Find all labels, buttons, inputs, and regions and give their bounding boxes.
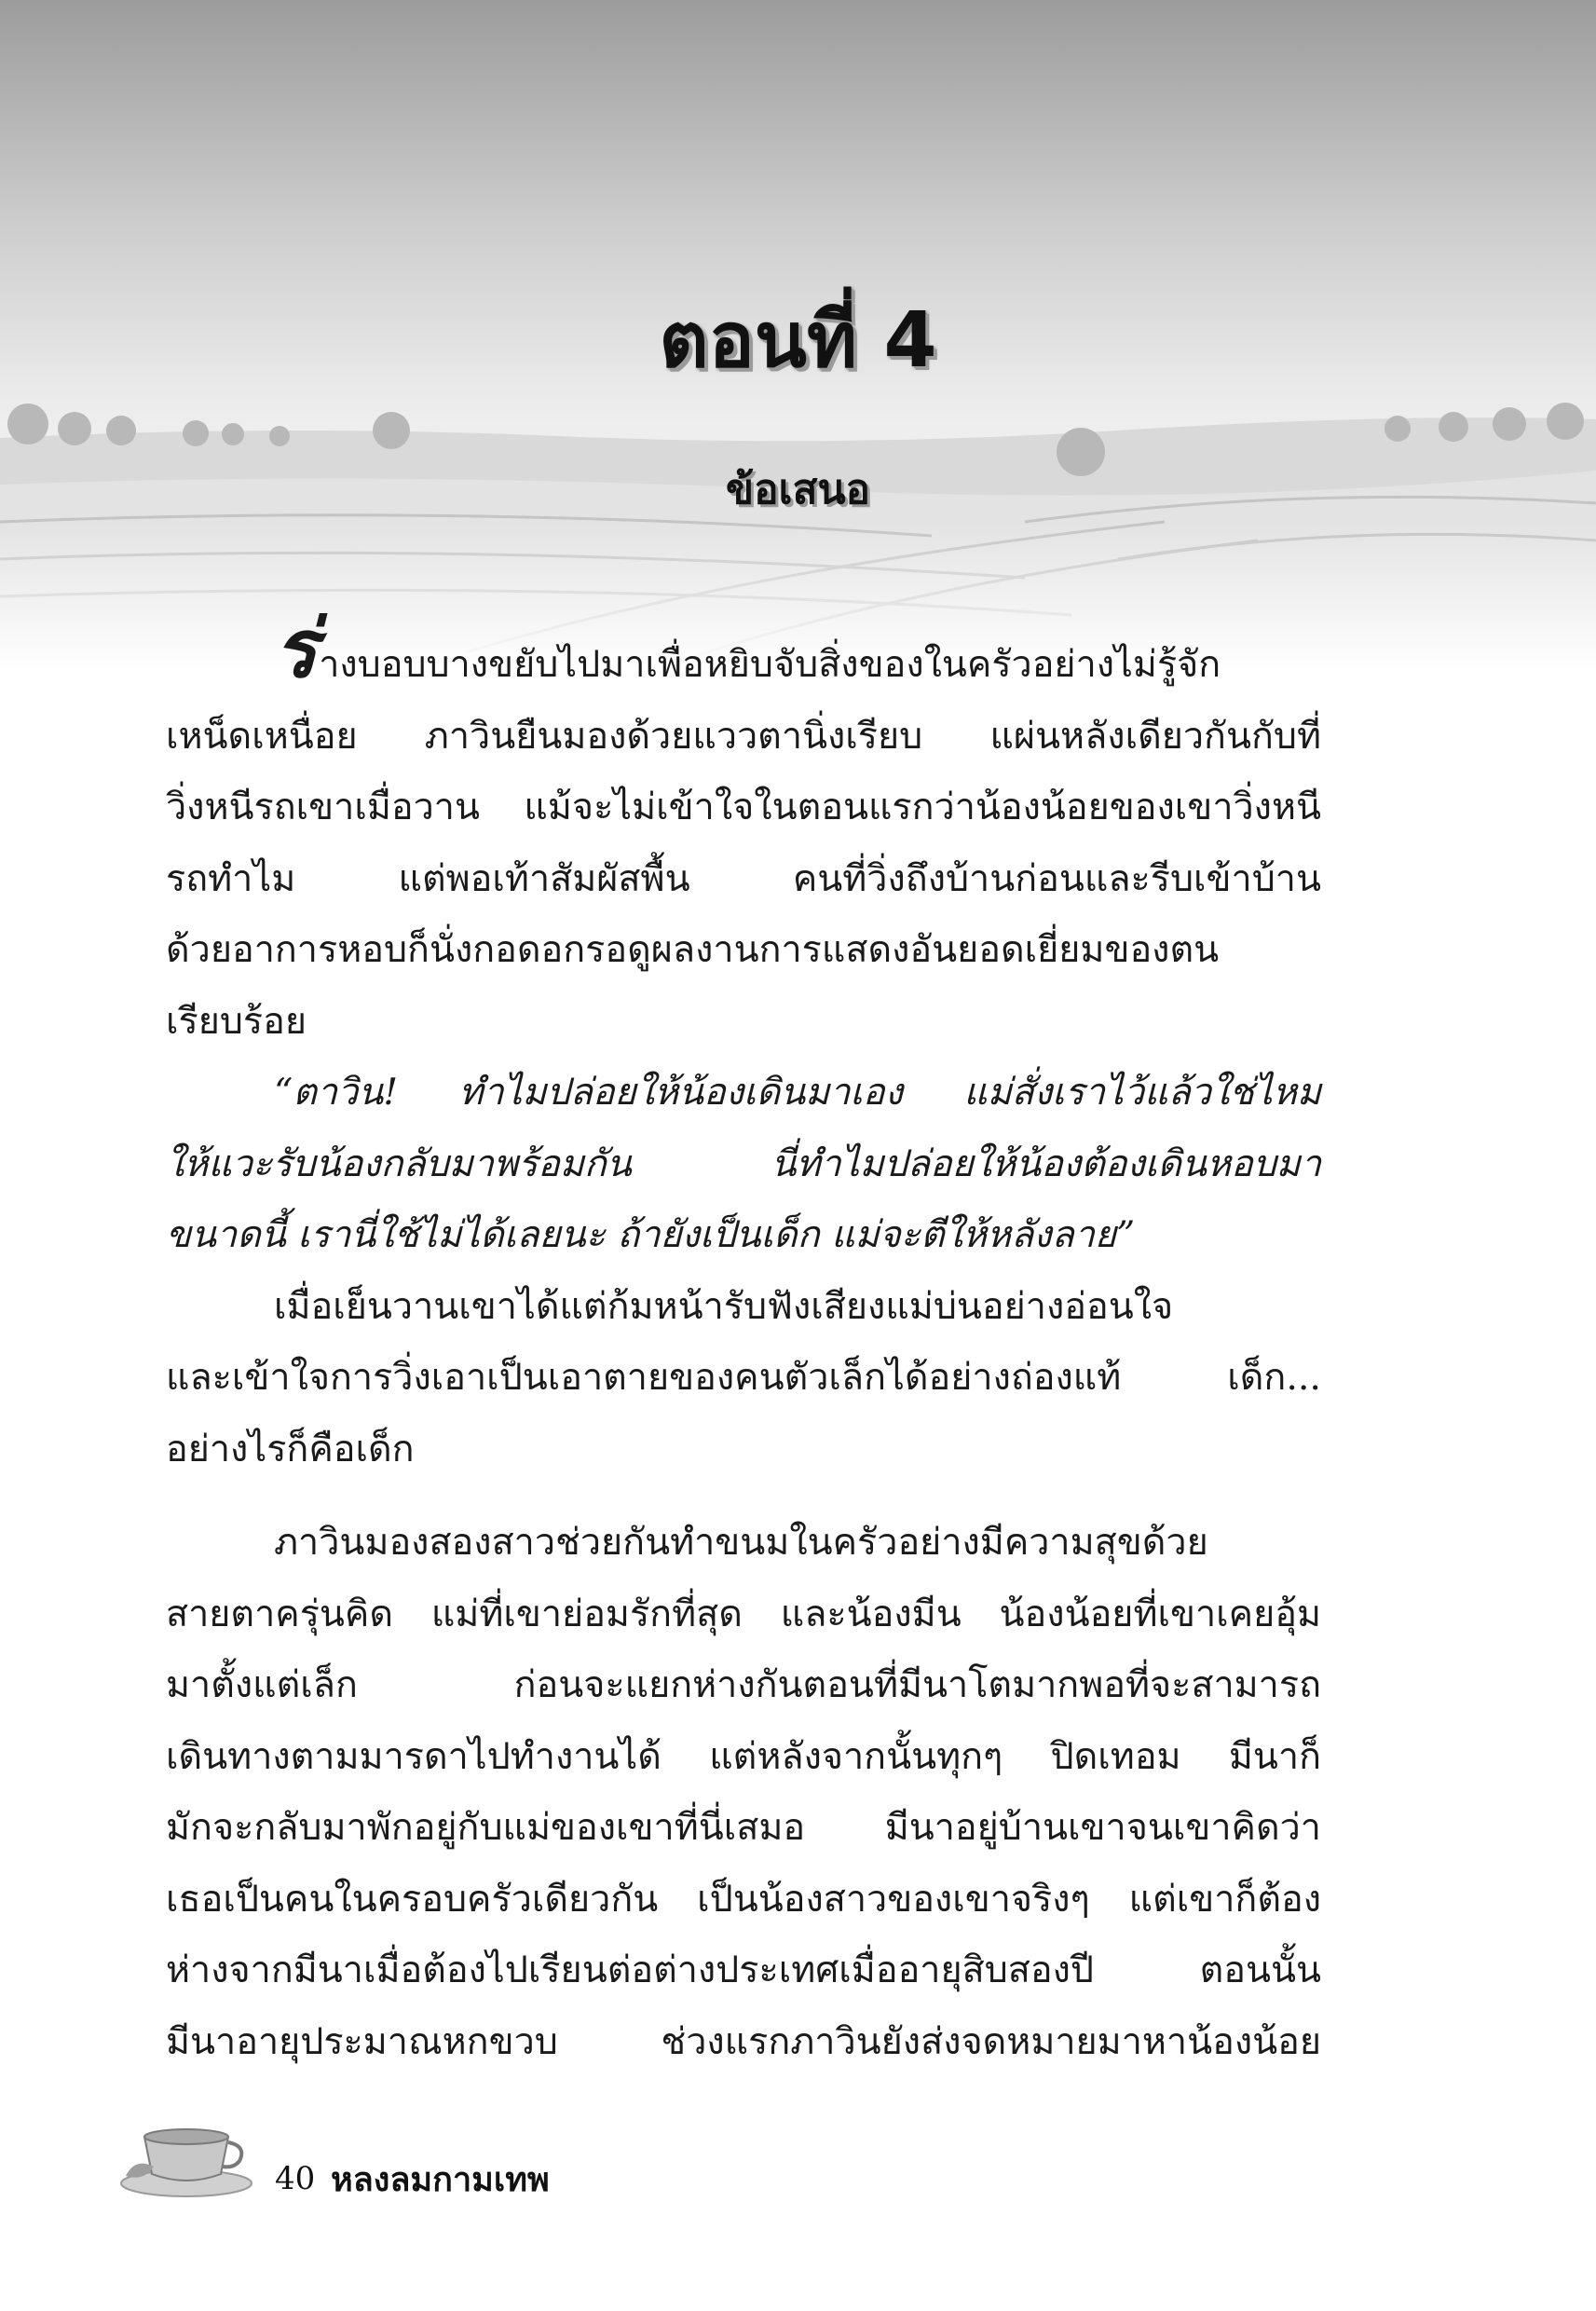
text-line: วิ่งหนีรถเขาเมื่อวาน แม้จะไม่เข้าใจในตอนแรกว่าน้องน้อยของเขาวิ่งหนี [166,786,1321,828]
chapter-subtitle: ข้อเสนอ [726,466,870,513]
chapter-title: ตอนที่ 4 [659,296,937,385]
book-title: หลงลมกามเทพ [331,2161,550,2199]
text-line: เดินทางตามมารดาไปทำงานได้ แต่หลังจากนั้นทุกๆ ปิดเทอม มีนาก็ [166,1734,1321,1778]
text-line: ร่างบอบบางขยับไปมาเพื่อหยิบจับสิ่งของในครัวอย่างไม่รู้จัก [274,603,1221,696]
text-line: ภาวินมองสองสาวช่วยกันทำขนมในครัวอย่างมีความสุขด้วย [274,1521,1208,1564]
text-line: ขนาดนี้ เรานี่ใช้ไม่ได้เลยนะ ถ้ายังเป็นเด็ก แม่จะตีให้หลังลาย” [166,1213,1136,1256]
text-line: เมื่อเย็นวานเขาได้แต่ก้มหน้ารับฟังเสียงแม่บ่นอย่างอ่อนใจ [274,1284,1174,1328]
drop-cap: ร่ [274,603,318,696]
text-line: มาตั้งแต่เล็ก ก่อนจะแยกห่างกันตอนที่มีนาโตมากพอที่จะสามารถ [166,1663,1321,1706]
text-line: เหน็ดเหนื่อย ภาวินยืนมองด้วยแววตานิ่งเรียบ แผ่นหลังเดียวกันกับที่ [166,714,1321,758]
paragraph [166,603,1321,1057]
text-line: มีนาอายุประมาณหกขวบ ช่วงแรกภาวินยังส่งจดหมายมาหาน้องน้อย [166,2019,1321,2063]
text-line: สายตาครุ่นคิด แม่ที่เขาย่อมรักที่สุด และน้องมีน น้องน้อยที่เขาเคยอุ้ม [166,1592,1321,1635]
body-text [166,603,1321,2077]
text-line: ห่างจากมีนาเมื่อต้องไปเรียนต่อต่างประเทศเมื่ออายุสิบสองปี ตอนนั้น [166,1949,1321,1991]
text-line: มักจะกลับมาพักอยู่กับแม่ของเขาที่นี่เสมอ มีนาอยู่บ้านเขาจนเขาคิดว่า [166,1806,1321,1849]
paragraph-gap [166,1484,1321,1507]
text-line: เธอเป็นคนในครอบครัวเดียวกัน เป็นน้องสาวของเขาจริงๆ แต่เขาก็ต้อง [166,1877,1321,1921]
text-line: “ตาวิน! ทำไมปล่อยให้น้องเดินมาเอง แม่สั่งเราไว้แล้วใช่ไหม [274,1071,1321,1114]
page-number: 40 [275,2160,316,2197]
text-line: อย่างไรก็คือเด็ก [166,1427,415,1470]
text-line: ให้แวะรับน้องกลับมาพร้อมกัน นี่ทำไมปล่อยให้น้องต้องเดินหอบมา [166,1142,1321,1185]
text-line: รถทำไม แต่พอเท้าสัมผัสพื้น คนที่วิ่งถึงบ้านก่อนและรีบเข้าบ้าน [166,856,1321,900]
text-line: และเข้าใจการวิ่งเอาเป็นเอาตายของคนตัวเล็กได้อย่างถ่องแท้ เด็ก... [166,1356,1321,1399]
paragraph [166,1507,1321,2077]
text-line: ด้วยอาการหอบก็นั่งกอดอกรอดูผลงานการแสดงอันยอดเยี่ยมของตน [166,928,1220,971]
text-line: เรียบร้อย [166,999,307,1043]
paragraph [166,1271,1321,1485]
paragraph [166,1057,1321,1271]
